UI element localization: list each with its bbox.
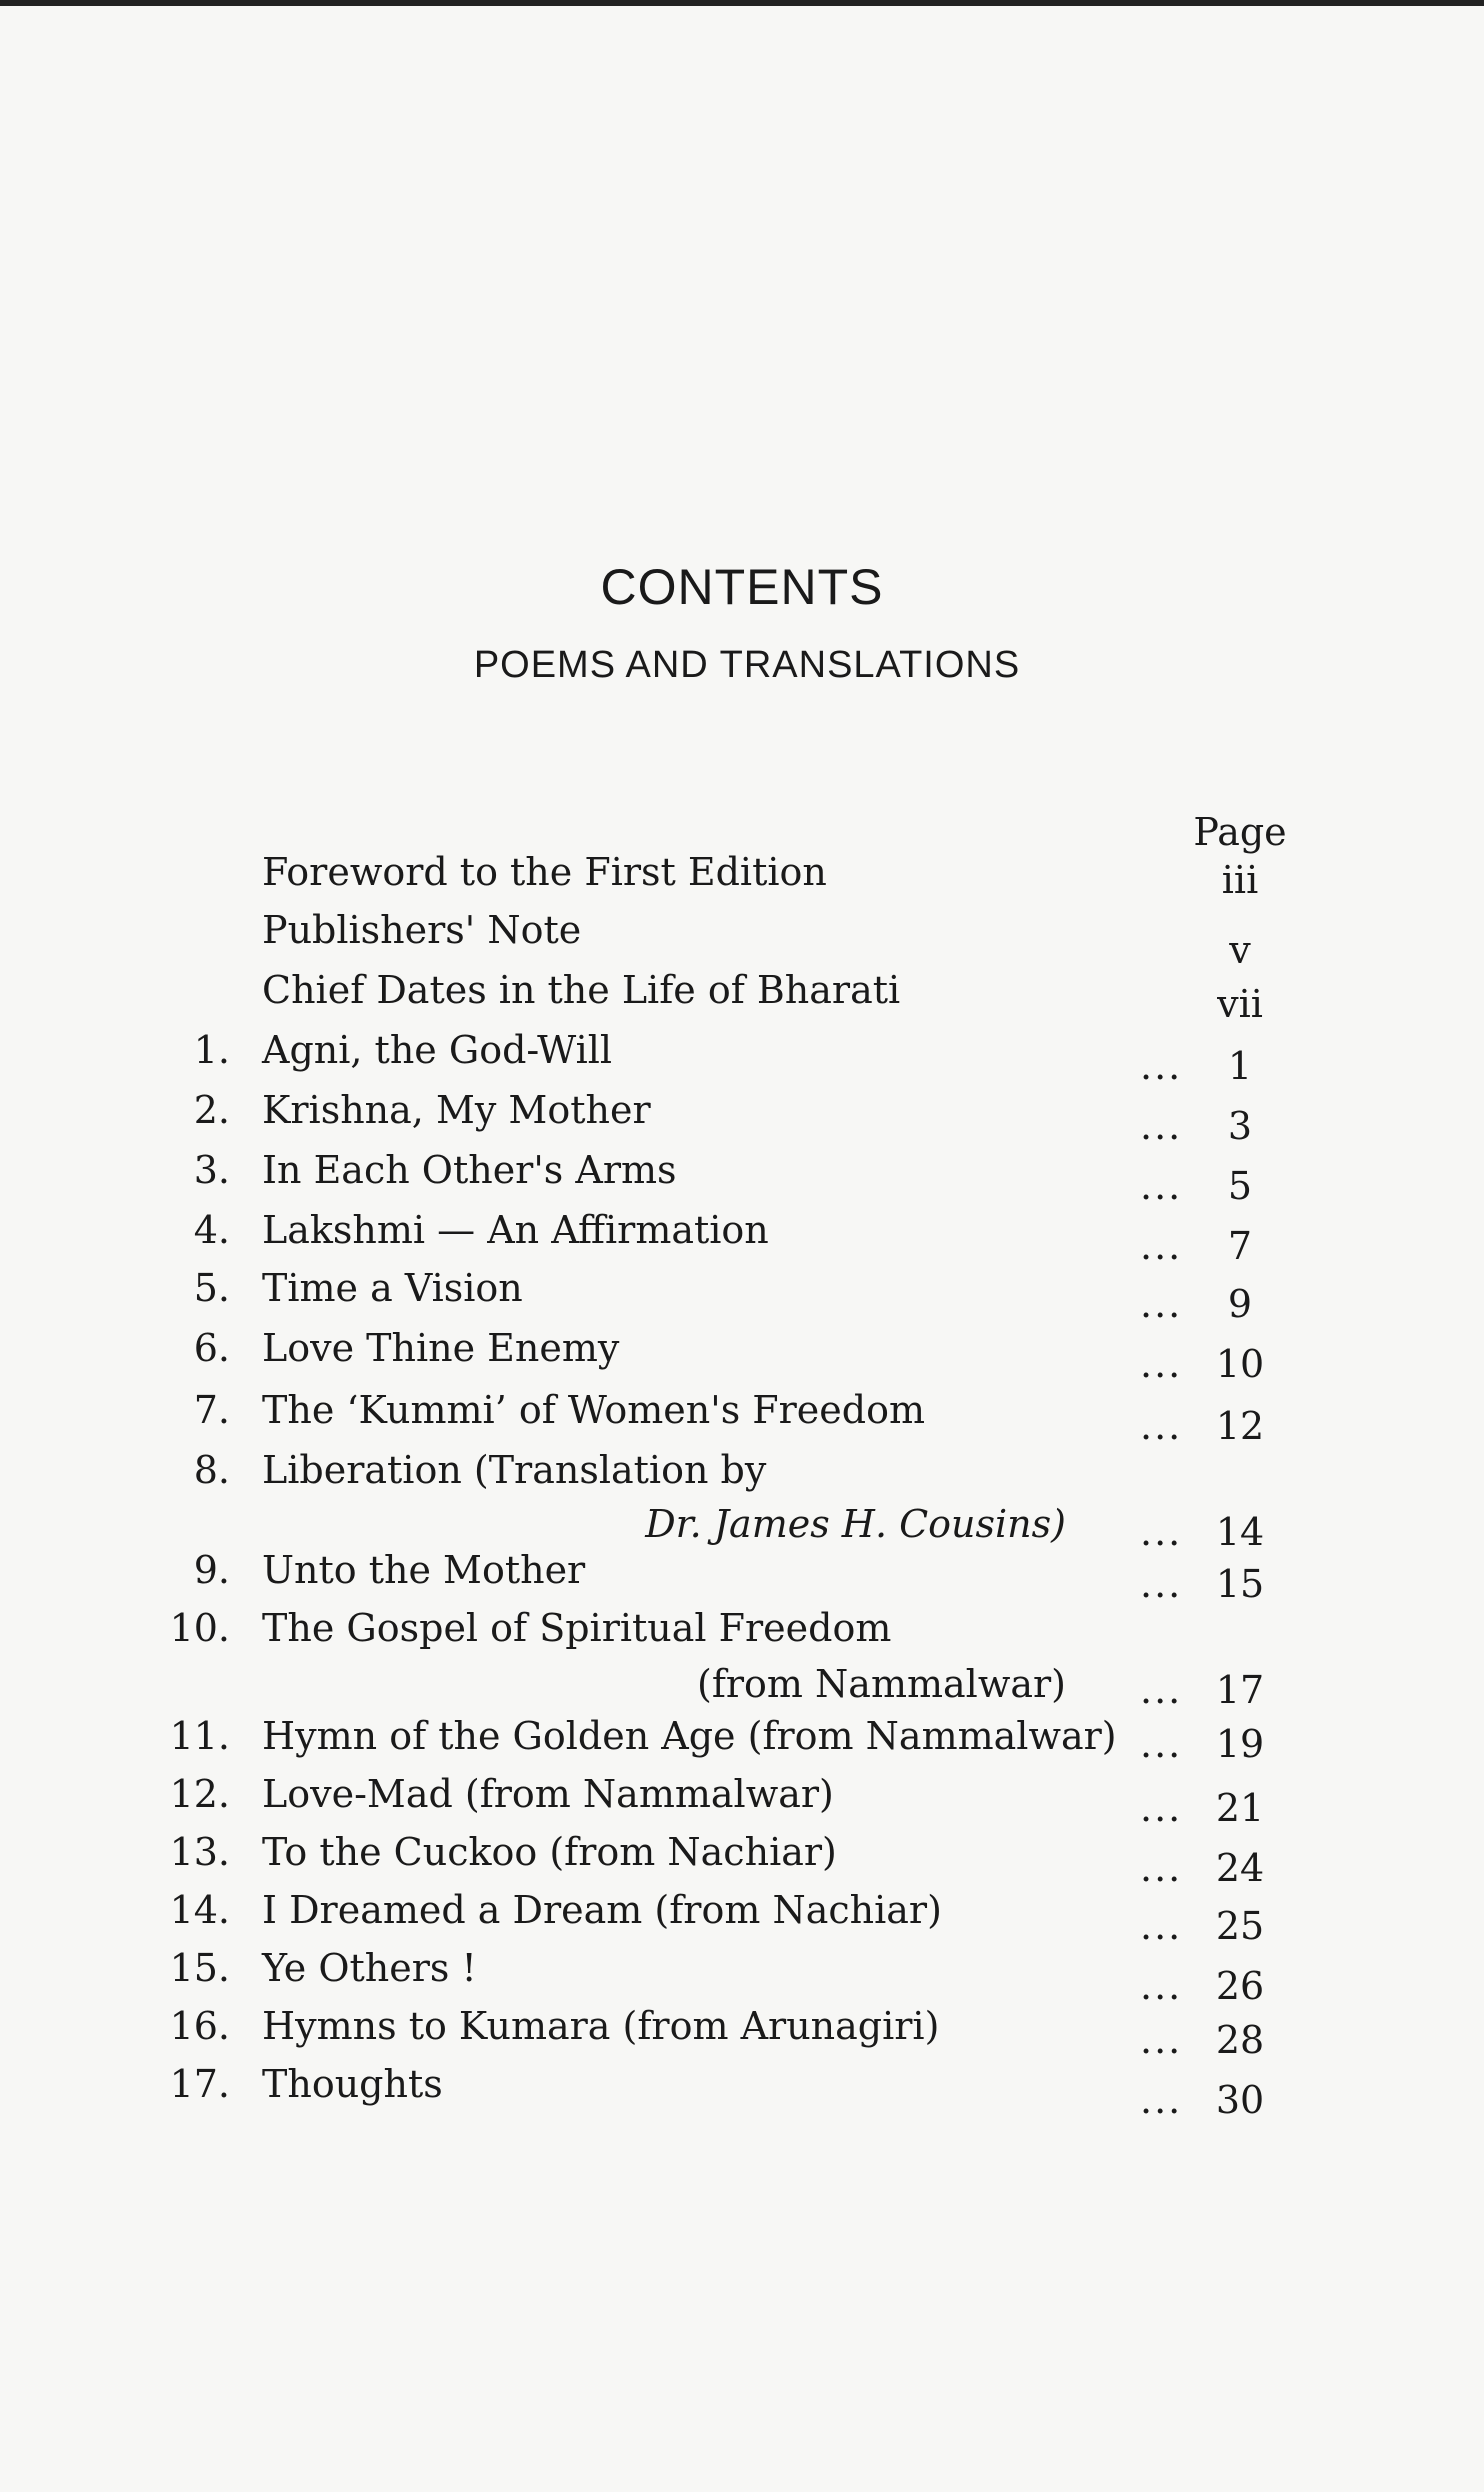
page-column-header: Page [1193, 810, 1287, 854]
entry-leader: ... [1140, 1342, 1183, 1386]
entry-leader: ... [1140, 1510, 1183, 1554]
entry-number: 7. [193, 1388, 230, 1432]
entry-page: 3 [1227, 1104, 1253, 1148]
entry-number: 3. [193, 1148, 230, 1192]
toc-entry-foreword [0, 850, 1484, 910]
toc-entry-9 [0, 1548, 1484, 1608]
entry-number: 16. [169, 2004, 230, 2048]
entry-leader: ... [1140, 1846, 1183, 1890]
toc-entry-13 [0, 1830, 1484, 1890]
entry-title: Love-Mad (from Nammalwar) [262, 1772, 834, 1816]
entry-page: 28 [1215, 2018, 1265, 2062]
entry-title-continuation: Dr. James H. Cousins) [645, 1502, 1066, 1546]
entry-title: Hymn of the Golden Age (from Nammalwar) [262, 1714, 1117, 1758]
entry-number: 11. [169, 1714, 230, 1758]
toc-entry-chief-dates [0, 968, 1484, 1028]
entry-number: 4. [193, 1208, 230, 1252]
entry-title: To the Cuckoo (from Nachiar) [262, 1830, 837, 1874]
entry-title-continuation: (from Nammalwar) [697, 1662, 1066, 1706]
toc-entry-5 [0, 1266, 1484, 1326]
entry-page: 15 [1215, 1562, 1265, 1606]
toc-entry-16 [0, 2004, 1484, 2064]
entry-page: 21 [1215, 1786, 1265, 1830]
entry-title: I Dreamed a Dream (from Nachiar) [262, 1888, 942, 1932]
entry-number: 6. [193, 1326, 230, 1370]
entry-leader: ... [1140, 1224, 1183, 1268]
entry-page: 26 [1215, 1964, 1265, 2008]
toc-entry-1 [0, 1028, 1484, 1088]
entry-title: Hymns to Kumara (from Arunagiri) [262, 2004, 940, 2048]
entry-page: 5 [1227, 1164, 1253, 1208]
entry-page: 7 [1227, 1224, 1253, 1268]
entry-title: Love Thine Enemy [262, 1326, 620, 1370]
entry-page: 30 [1215, 2078, 1265, 2122]
toc-entry-10 [0, 1606, 1484, 1726]
page-subtitle: POEMS AND TRANSLATIONS [473, 644, 1021, 686]
toc-entry-14 [0, 1888, 1484, 1948]
entry-leader: ... [1140, 1044, 1183, 1088]
entry-number: 2. [193, 1088, 230, 1132]
entry-title: Krishna, My Mother [262, 1088, 651, 1132]
entry-number: 15. [169, 1946, 230, 1990]
toc-entry-12 [0, 1772, 1484, 1832]
entry-leader: ... [1140, 1562, 1183, 1606]
entry-number: 8. [193, 1448, 230, 1492]
toc-entry-6 [0, 1326, 1484, 1386]
entry-number: 5. [193, 1266, 230, 1310]
entry-title: Lakshmi — An Affirmation [262, 1208, 769, 1252]
entry-page: 19 [1215, 1722, 1265, 1766]
entry-number: 10. [169, 1606, 230, 1650]
entry-page: 25 [1215, 1904, 1265, 1948]
entry-page: vii [1217, 982, 1263, 1026]
entry-leader: ... [1140, 1404, 1183, 1448]
entry-title: The ‘Kummi’ of Women's Freedom [262, 1388, 926, 1432]
entry-page: iii [1221, 858, 1259, 902]
entry-number: 14. [169, 1888, 230, 1932]
entry-page: 24 [1215, 1846, 1265, 1890]
entry-page: 12 [1215, 1404, 1265, 1448]
entry-leader: ... [1140, 1668, 1183, 1712]
toc-entry-15 [0, 1946, 1484, 2006]
entry-page: 10 [1215, 1342, 1265, 1386]
toc-entry-4 [0, 1208, 1484, 1268]
entry-page: v [1229, 928, 1251, 972]
entry-title: Unto the Mother [262, 1548, 586, 1592]
entry-leader: ... [1140, 1904, 1183, 1948]
toc-entry-3 [0, 1148, 1484, 1208]
toc-entry-2 [0, 1088, 1484, 1148]
toc-entry-publishers-note [0, 908, 1484, 972]
entry-leader: ... [1140, 1722, 1183, 1766]
top-border-line [0, 0, 1484, 6]
entry-leader: ... [1140, 1282, 1183, 1326]
entry-number: 17. [169, 2062, 230, 2106]
toc-entry-7 [0, 1388, 1484, 1448]
entry-leader: ... [1140, 1104, 1183, 1148]
entry-page: 17 [1215, 1668, 1265, 1712]
toc-entry-11 [0, 1714, 1484, 1774]
toc-entry-17 [0, 2062, 1484, 2122]
entry-page: 14 [1215, 1510, 1265, 1554]
entry-number: 13. [169, 1830, 230, 1874]
entry-title: In Each Other's Arms [262, 1148, 677, 1192]
entry-leader: ... [1140, 1964, 1183, 2008]
entry-page: 9 [1227, 1282, 1253, 1326]
entry-leader: ... [1140, 1164, 1183, 1208]
entry-page: 1 [1227, 1044, 1253, 1088]
entry-number: 12. [169, 1772, 230, 1816]
entry-leader: ... [1140, 1786, 1183, 1830]
entry-title: Liberation (Translation by [262, 1448, 767, 1492]
entry-title: Thoughts [262, 2062, 443, 2106]
entry-title: The Gospel of Spiritual Freedom [262, 1606, 892, 1650]
page-title: CONTENTS [600, 559, 884, 615]
entry-title: Chief Dates in the Life of Bharati [262, 968, 901, 1012]
entry-title: Publishers' Note [262, 908, 582, 952]
entry-number: 9. [193, 1548, 230, 1592]
entry-leader: ... [1140, 2018, 1183, 2062]
entry-title: Foreword to the First Edition [262, 850, 827, 894]
entry-leader: ... [1140, 2078, 1183, 2122]
entry-title: Ye Others ! [262, 1946, 477, 1990]
entry-title: Time a Vision [262, 1266, 523, 1310]
entry-number: 1. [193, 1028, 230, 1072]
entry-title: Agni, the God-Will [262, 1028, 613, 1072]
